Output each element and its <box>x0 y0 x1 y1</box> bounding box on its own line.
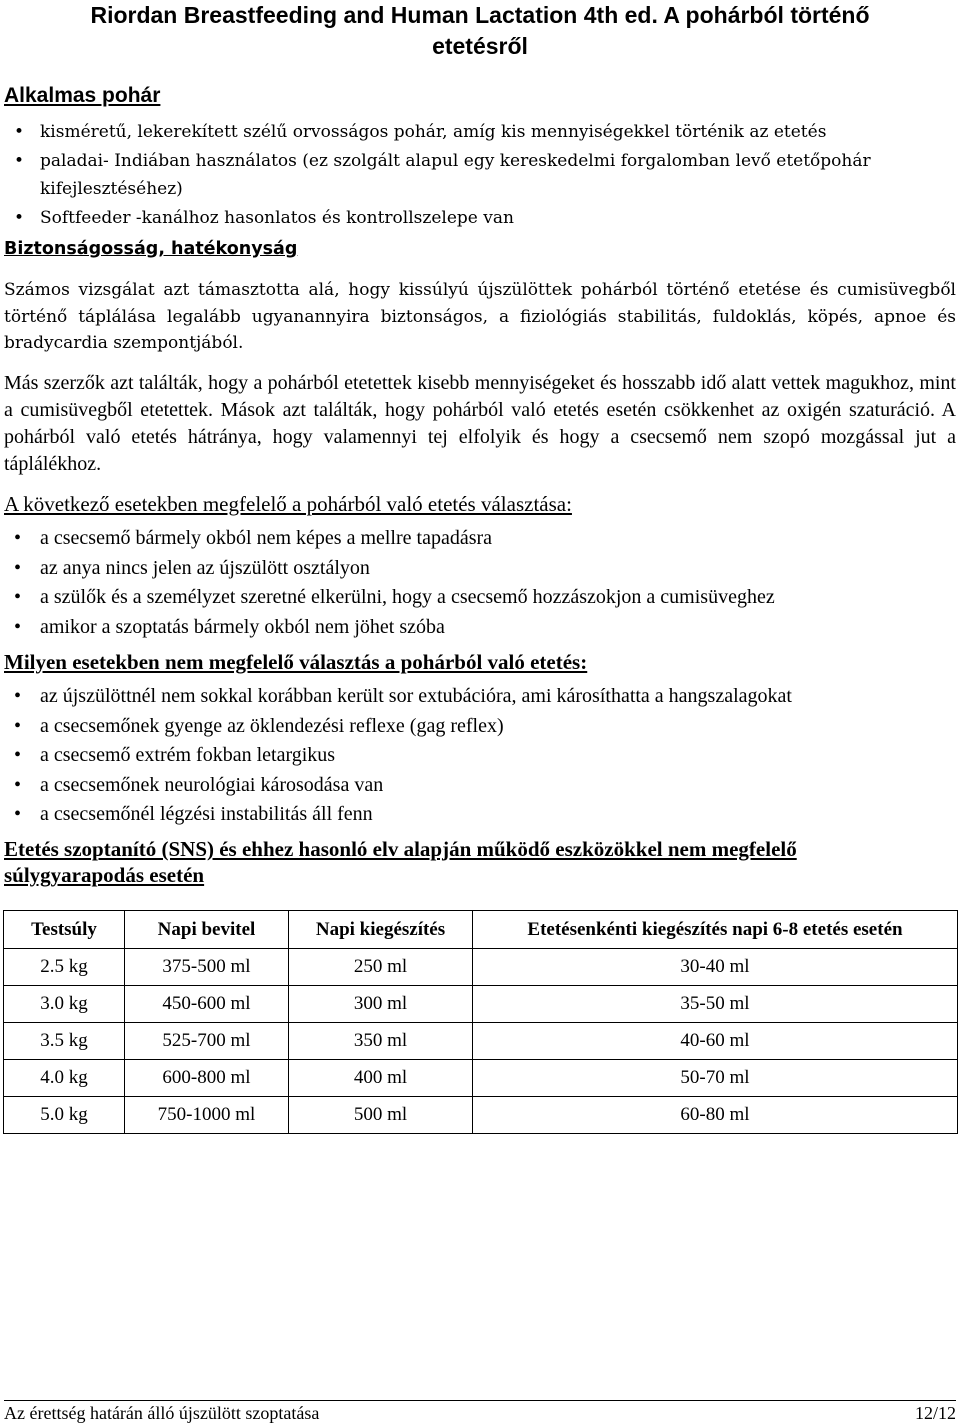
table-cell: 50-70 ml <box>473 1060 958 1097</box>
table-row <box>4 1097 958 1134</box>
suitable-cup-list <box>14 118 954 232</box>
table-row <box>4 1060 958 1097</box>
heading-safety: Biztonságosság, hatékonyság <box>4 239 298 259</box>
table-row <box>4 986 958 1023</box>
page-number: 12/12 <box>914 1403 956 1423</box>
heading-sns-line2: súlygyarapodás esetén <box>4 863 205 887</box>
table-cell: 30-40 ml <box>473 949 958 986</box>
safety-paragraph: Számos vizsgálat azt támasztotta alá, hogy kissúlyú újszülöttek pohárból történő etetése és cumisüvegből történő táplálása legalább ugyanannyira biztonságos, a fiziológiás stabilitás, fuldoklás, köpés, apnoe és bradycardia szempontjából. <box>4 280 956 353</box>
table-cell: 600-800 ml <box>125 1060 289 1097</box>
table-cell: 750-1000 ml <box>125 1097 289 1134</box>
list-item: • az újszülöttnél nem sokkal korábban került sor extubációra, ami károsíthatta a hangszalagokat <box>14 682 954 712</box>
table-cell: 525-700 ml <box>125 1023 289 1060</box>
table-cell: 60-80 ml <box>473 1097 958 1134</box>
heading-sns-line1: Etetés szoptanító (SNS) és ehhez hasonló elv alapján működő eszközökkel nem megfelelő <box>4 837 797 861</box>
heading-suitable-cup: Alkalmas pohár <box>4 84 161 107</box>
list-item: • kisméretű, lekerekített szélű orvosságos pohár, amíg kis mennyiségekkel történik az etetés <box>14 118 954 147</box>
suitable-cases-list <box>14 524 954 642</box>
list-item: • a csecsemő bármely okból nem képes a mellre tapadásra <box>14 524 954 554</box>
table-header-row <box>4 911 958 949</box>
table-cell: 4.0 kg <box>4 1060 125 1097</box>
heading-sns-feeding <box>4 836 956 888</box>
list-item: • a szülők és a személyzet szeretné elkerülni, hogy a csecsemő hozzászokjon a cumisüveghez <box>14 583 954 613</box>
list-item: • a csecsemőnek gyenge az öklendezési reflexe (gag reflex) <box>14 712 954 742</box>
table-cell: 2.5 kg <box>4 949 125 986</box>
table-cell: 5.0 kg <box>4 1097 125 1134</box>
table-cell: 250 ml <box>289 949 473 986</box>
unsuitable-cases-list <box>14 682 954 830</box>
column-header: Napi bevitel <box>125 911 289 949</box>
table-cell: 450-600 ml <box>125 986 289 1023</box>
table-cell: 40-60 ml <box>473 1023 958 1060</box>
list-item: • a csecsemő extrém fokban letargikus <box>14 741 954 771</box>
table-cell: 500 ml <box>289 1097 473 1134</box>
table-cell: 400 ml <box>289 1060 473 1097</box>
table-cell: 300 ml <box>289 986 473 1023</box>
findings-paragraph: Más szerzők azt találták, hogy a pohárból etetettek kisebb mennyiségeket és hosszabb idő alatt vettek magukhoz, mint a cumisüvegből etetettek. Mások azt találták, hogy pohárból való etetés esetén csökkenhet az oxigén szaturáció. A pohárból való etetés hátránya, hogy valamennyi tej elfolyik és hogy a csecsemő nem szopó mozgással jut a táplálékhoz. <box>4 372 956 475</box>
supplement-table <box>3 910 958 1134</box>
footer-title: Az érettség határán álló újszülött szoptatása <box>4 1403 320 1423</box>
heading-unsuitable-cases: Milyen esetekben nem megfelelő választás a pohárból való etetés: <box>4 650 588 674</box>
list-item: • a csecsemőnél légzési instabilitás áll fenn <box>14 800 954 830</box>
table-cell: 35-50 ml <box>473 986 958 1023</box>
column-header: Napi kiegészítés <box>289 911 473 949</box>
list-item: • amikor a szoptatás bármely okból nem jöhet szóba <box>14 613 954 643</box>
column-header: Testsúly <box>4 911 125 949</box>
table-row <box>4 949 958 986</box>
page-title: Riordan Breastfeeding and Human Lactation 4th ed. A pohárból történő etetésről <box>90 2 870 59</box>
table-cell: 350 ml <box>289 1023 473 1060</box>
list-item: • az anya nincs jelen az újszülött osztályon <box>14 554 954 584</box>
table-row <box>4 1023 958 1060</box>
table-cell: 3.0 kg <box>4 986 125 1023</box>
heading-suitable-cases: A következő esetekben megfelelő a pohárból való etetés választása: <box>4 492 572 516</box>
list-item: • paladai- Indiában használatos (ez szolgált alapul egy kereskedelmi forgalomban levő etetőpohár kifejlesztéséhez) <box>14 147 954 204</box>
page-footer <box>4 1400 956 1425</box>
table-cell: 3.5 kg <box>4 1023 125 1060</box>
column-header: Etetésenkénti kiegészítés napi 6-8 etetés esetén <box>473 911 958 949</box>
list-item: • Softfeeder -kanálhoz hasonlatos és kontrollszelepe van <box>14 204 954 233</box>
table-cell: 375-500 ml <box>125 949 289 986</box>
list-item: • a csecsemőnek neurológiai károsodása van <box>14 771 954 801</box>
